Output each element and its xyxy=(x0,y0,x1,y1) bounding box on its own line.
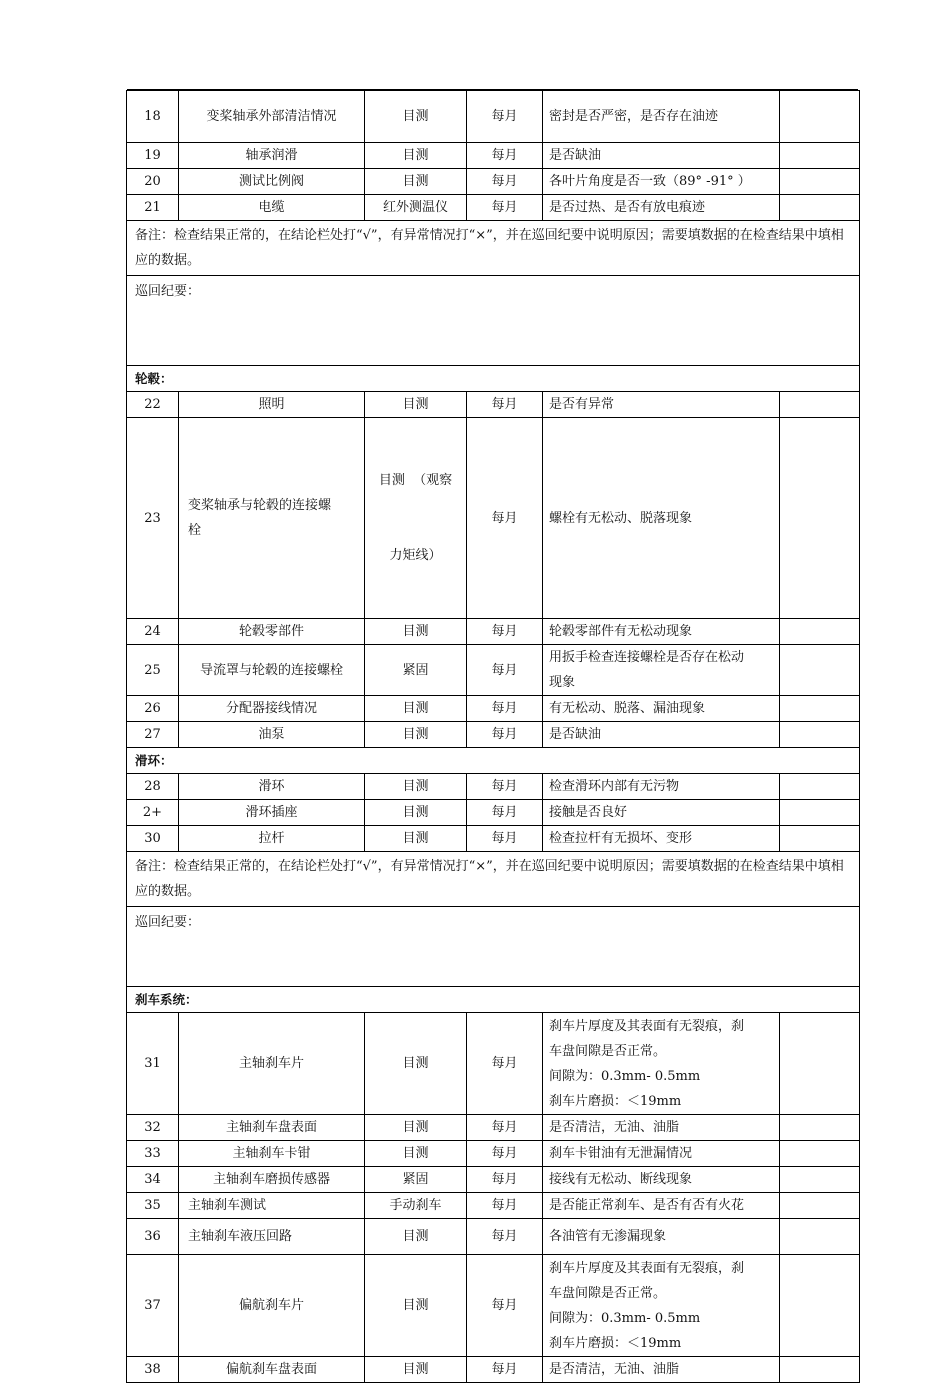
row-number: 32 xyxy=(127,1115,179,1141)
check-standard: 螺栓有无松动、脱落现象 xyxy=(543,418,780,619)
row-number: 23 xyxy=(127,418,179,619)
result-cell[interactable] xyxy=(780,826,860,852)
check-item: 轴承润滑 xyxy=(179,143,365,169)
check-item: 主轴刹车盘表面 xyxy=(179,1115,365,1141)
check-method: 紧固 xyxy=(365,645,467,696)
row-number: 21 xyxy=(127,195,179,221)
check-standard: 是否缺油 xyxy=(543,722,780,748)
check-method: 目测 xyxy=(365,1255,467,1357)
check-method: 目测 xyxy=(365,800,467,826)
patrol-notes-label: 巡回纪要： xyxy=(135,284,201,299)
check-cycle: 每月 xyxy=(467,1219,543,1255)
patrol-notes-field[interactable] xyxy=(127,276,860,366)
check-standard-line: 间隙为：0.3mm- 0.5mm xyxy=(549,1310,701,1326)
check-method-line: 力矩线） xyxy=(389,548,442,563)
row-number: 36 xyxy=(127,1219,179,1255)
check-method: 目测 xyxy=(365,826,467,852)
check-cycle: 每月 xyxy=(467,392,543,418)
result-cell[interactable] xyxy=(780,1255,860,1357)
section-header-slip-ring xyxy=(127,748,860,774)
check-cycle: 每月 xyxy=(467,800,543,826)
section-title: 刹车系统： xyxy=(127,987,860,1013)
check-standard xyxy=(543,1013,780,1115)
row-number: 24 xyxy=(127,619,179,645)
check-standard xyxy=(543,1255,780,1357)
check-cycle: 每月 xyxy=(467,722,543,748)
check-cycle: 每月 xyxy=(467,1255,543,1357)
check-standard-line: 车盘间隙是否正常。 xyxy=(549,1043,667,1059)
check-method-line: 目测 （观察 xyxy=(378,473,453,488)
row-number: 27 xyxy=(127,722,179,748)
row-number: 28 xyxy=(127,774,179,800)
inspection-table xyxy=(126,90,860,1383)
check-standard-line: 车盘间隙是否正常。 xyxy=(549,1285,667,1301)
check-cycle: 每月 xyxy=(467,774,543,800)
check-method: 目测 xyxy=(365,91,467,143)
check-item: 油泵 xyxy=(179,722,365,748)
row-number: 20 xyxy=(127,169,179,195)
check-standard: 是否有异常 xyxy=(543,392,780,418)
check-method: 紧固 xyxy=(365,1167,467,1193)
note-row xyxy=(127,221,860,276)
check-item: 滑环 xyxy=(179,774,365,800)
check-standard-line: 刹车片磨损：＜19mm xyxy=(549,1093,682,1109)
check-standard-line: 刹车片厚度及其表面有无裂痕，刹 xyxy=(549,1260,745,1276)
table-row xyxy=(127,1193,860,1219)
row-number: 34 xyxy=(127,1167,179,1193)
check-item: 滑环插座 xyxy=(179,800,365,826)
check-cycle: 每月 xyxy=(467,1357,543,1383)
check-item: 测试比例阀 xyxy=(179,169,365,195)
check-standard: 是否清洁，无油、油脂 xyxy=(543,1115,780,1141)
result-cell[interactable] xyxy=(780,1193,860,1219)
check-item: 电缆 xyxy=(179,195,365,221)
result-cell[interactable] xyxy=(780,418,860,619)
check-cycle: 每月 xyxy=(467,826,543,852)
check-standard: 检查拉杆有无损坏、变形 xyxy=(543,826,780,852)
result-cell[interactable] xyxy=(780,1167,860,1193)
result-cell[interactable] xyxy=(780,169,860,195)
row-number: 37 xyxy=(127,1255,179,1357)
check-method: 目测 xyxy=(365,143,467,169)
check-standard-line: 刹车片厚度及其表面有无裂痕，刹 xyxy=(549,1018,745,1034)
check-item-line: 变桨轴承与轮毂的连接螺 xyxy=(188,498,332,513)
table-row xyxy=(127,169,860,195)
check-standard: 是否清洁，无油、油脂 xyxy=(543,1357,780,1383)
result-cell[interactable] xyxy=(780,1219,860,1255)
check-cycle: 每月 xyxy=(467,1141,543,1167)
check-standard-line: 现象 xyxy=(549,675,576,690)
row-number: 31 xyxy=(127,1013,179,1115)
check-item: 主轴刹车卡钳 xyxy=(179,1141,365,1167)
check-method: 目测 xyxy=(365,1219,467,1255)
check-standard: 刹车卡钳油有无泄漏情况 xyxy=(543,1141,780,1167)
note-row xyxy=(127,852,860,907)
result-cell[interactable] xyxy=(780,392,860,418)
section-header-brake xyxy=(127,987,860,1013)
row-number: 35 xyxy=(127,1193,179,1219)
row-number: 26 xyxy=(127,696,179,722)
check-method: 目测 xyxy=(365,722,467,748)
check-cycle: 每月 xyxy=(467,1193,543,1219)
check-standard: 有无松动、脱落、漏油现象 xyxy=(543,696,780,722)
patrol-notes-label: 巡回纪要： xyxy=(135,915,201,930)
check-item: 导流罩与轮毂的连接螺栓 xyxy=(179,645,365,696)
check-cycle: 每月 xyxy=(467,143,543,169)
check-item-line: 栓 xyxy=(188,523,202,538)
check-cycle: 每月 xyxy=(467,645,543,696)
check-item: 拉杆 xyxy=(179,826,365,852)
table-row xyxy=(127,645,860,696)
check-method: 目测 xyxy=(365,1115,467,1141)
result-cell[interactable] xyxy=(780,800,860,826)
check-standard: 检查滑环内部有无污物 xyxy=(543,774,780,800)
section-title: 轮毂： xyxy=(127,366,860,392)
check-cycle: 每月 xyxy=(467,169,543,195)
section-header-hub xyxy=(127,366,860,392)
table-row xyxy=(127,722,860,748)
check-standard: 各叶片角度是否一致（89° -91° ） xyxy=(543,169,780,195)
result-cell[interactable] xyxy=(780,1141,860,1167)
check-cycle: 每月 xyxy=(467,1013,543,1115)
check-method: 目测 xyxy=(365,619,467,645)
patrol-notes-row xyxy=(127,276,860,366)
check-cycle: 每月 xyxy=(467,91,543,143)
result-cell[interactable] xyxy=(780,143,860,169)
table-row xyxy=(127,1141,860,1167)
check-method: 目测 xyxy=(365,774,467,800)
check-standard: 各油管有无渗漏现象 xyxy=(543,1219,780,1255)
table-row xyxy=(127,696,860,722)
check-cycle: 每月 xyxy=(467,418,543,619)
row-number: 22 xyxy=(127,392,179,418)
check-item: 主轴刹车磨损传感器 xyxy=(179,1167,365,1193)
row-number: 2+ xyxy=(127,800,179,826)
table-row xyxy=(127,91,860,143)
check-standard-line: 刹车片磨损：＜19mm xyxy=(549,1335,682,1351)
check-item: 偏航刹车盘表面 xyxy=(179,1357,365,1383)
table-row xyxy=(127,800,860,826)
section-title: 滑环： xyxy=(127,748,860,774)
check-method: 目测 xyxy=(365,696,467,722)
check-item xyxy=(179,418,365,619)
row-number: 38 xyxy=(127,1357,179,1383)
check-method: 红外测温仪 xyxy=(365,195,467,221)
check-cycle: 每月 xyxy=(467,1167,543,1193)
table-row xyxy=(127,1219,860,1255)
table-row xyxy=(127,826,860,852)
result-cell[interactable] xyxy=(780,91,860,143)
table-row xyxy=(127,195,860,221)
check-standard xyxy=(543,645,780,696)
note-text: 备注：检查结果正常的，在结论栏处打“√”，有异常情况打“×”，并在巡回纪要中说明原因；需要填数据的在检查结果中填相应的数据。 xyxy=(127,852,860,907)
check-item: 分配器接线情况 xyxy=(179,696,365,722)
check-standard: 轮毂零部件有无松动现象 xyxy=(543,619,780,645)
result-cell[interactable] xyxy=(780,195,860,221)
check-standard: 接触是否良好 xyxy=(543,800,780,826)
check-standard-line: 间隙为：0.3mm- 0.5mm xyxy=(549,1068,701,1084)
table-row xyxy=(127,143,860,169)
result-cell[interactable] xyxy=(780,1115,860,1141)
table-row xyxy=(127,1255,860,1357)
row-number: 19 xyxy=(127,143,179,169)
check-method: 目测 xyxy=(365,169,467,195)
check-method xyxy=(365,418,467,619)
check-method: 目测 xyxy=(365,1141,467,1167)
result-cell[interactable] xyxy=(780,696,860,722)
row-number: 30 xyxy=(127,826,179,852)
row-number: 25 xyxy=(127,645,179,696)
check-cycle: 每月 xyxy=(467,195,543,221)
table-row xyxy=(127,1013,860,1115)
check-item: 主轴刹车液压回路 xyxy=(179,1219,365,1255)
result-cell[interactable] xyxy=(780,1013,860,1115)
row-number: 18 xyxy=(127,91,179,143)
row-number: 33 xyxy=(127,1141,179,1167)
result-cell[interactable] xyxy=(780,1357,860,1383)
check-standard: 密封是否严密，是否存在油迹 xyxy=(543,91,780,143)
check-item: 变桨轴承外部清洁情况 xyxy=(179,91,365,143)
check-method: 目测 xyxy=(365,392,467,418)
patrol-notes-field[interactable] xyxy=(127,907,860,987)
patrol-notes-row xyxy=(127,907,860,987)
check-cycle: 每月 xyxy=(467,619,543,645)
check-standard: 是否缺油 xyxy=(543,143,780,169)
note-text: 备注：检查结果正常的，在结论栏处打“√”，有异常情况打“×”，并在巡回纪要中说明原因；需要填数据的在检查结果中填相应的数据。 xyxy=(127,221,860,276)
result-cell[interactable] xyxy=(780,645,860,696)
check-standard-line: 用扳手检查连接螺栓是否存在松动 xyxy=(549,650,745,665)
check-item: 偏航刹车片 xyxy=(179,1255,365,1357)
table-row xyxy=(127,774,860,800)
result-cell[interactable] xyxy=(780,722,860,748)
table-row xyxy=(127,418,860,619)
result-cell[interactable] xyxy=(780,619,860,645)
check-method: 手动刹车 xyxy=(365,1193,467,1219)
check-standard: 是否能正常刹车、是否有否有火花 xyxy=(543,1193,780,1219)
table-row xyxy=(127,1357,860,1383)
result-cell[interactable] xyxy=(780,774,860,800)
check-method: 目测 xyxy=(365,1013,467,1115)
check-standard: 接线有无松动、断线现象 xyxy=(543,1167,780,1193)
check-method: 目测 xyxy=(365,1357,467,1383)
table-row xyxy=(127,1167,860,1193)
check-cycle: 每月 xyxy=(467,1115,543,1141)
table-row xyxy=(127,1115,860,1141)
check-item: 主轴刹车片 xyxy=(179,1013,365,1115)
check-item: 主轴刹车测试 xyxy=(179,1193,365,1219)
check-cycle: 每月 xyxy=(467,696,543,722)
table-row xyxy=(127,392,860,418)
table-row xyxy=(127,619,860,645)
check-item: 轮毂零部件 xyxy=(179,619,365,645)
check-standard: 是否过热、是否有放电痕迹 xyxy=(543,195,780,221)
check-item: 照明 xyxy=(179,392,365,418)
